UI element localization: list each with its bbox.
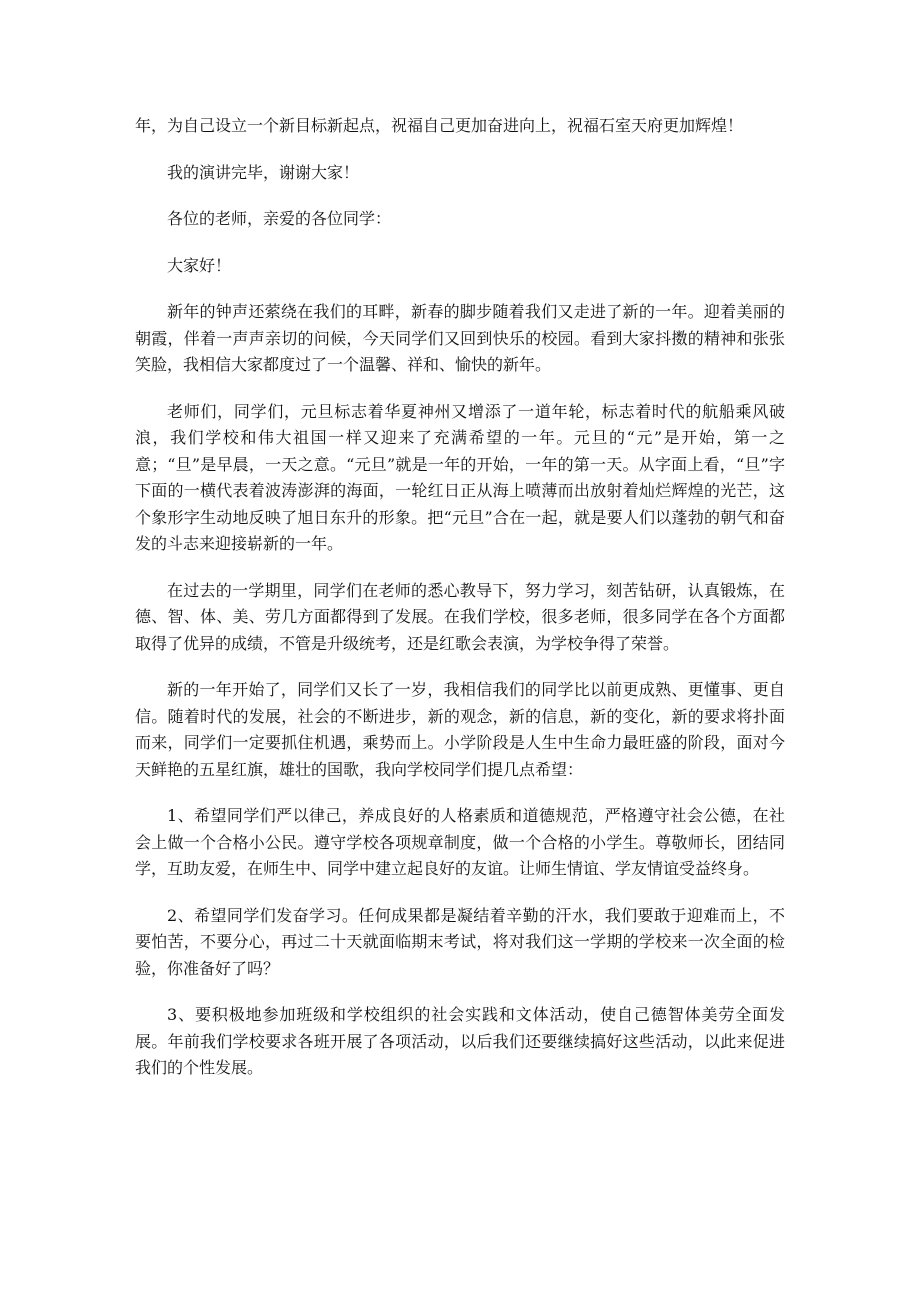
- paragraph-new-year: 新年的钟声还萦绕在我们的耳畔，新春的脚步随着我们又走进了新的一年。迎着美丽的朝霞，伴着一声声亲切的问候，今天同学们又回到快乐的校园。看到大家抖擞的精神和张张笑脸，我相信大家都度过了一个温馨、祥和、愉快的新年。: [135, 302, 785, 374]
- paragraph-hope-2: 2、希望同学们发奋学习。任何成果都是凝结着辛勤的汗水，我们要敢于迎难而上，不要怕苦，不要分心，再过二十天就面临期末考试，将对我们这一学期的学校来一次全面的检验，你准备好了吗？: [135, 905, 785, 978]
- paragraph-hope-1: 1、希望同学们严以律己，养成良好的人格素质和道德规范，严格遵守社会公德，在社会上做一个合格小公民。遵守学校各项规章制度，做一个合格的小学生。尊敬师长，团结同学，互助友爱，在师生中、同学中建立起良好的友谊。让师生情谊、学友情谊受益终身。: [135, 806, 785, 878]
- paragraph-hope-3: 3、要积极地参加班级和学校组织的社会实践和文体活动，使自己德智体美劳全面发展。年前我们学校要求各班开展了各项活动，以后我们还要继续搞好这些活动，以此来促进我们的个性发展。: [135, 1005, 785, 1077]
- paragraph-hopes-intro: 新的一年开始了，同学们又长了一岁，我相信我们的同学比以前更成熟、更懂事、更自信。随着时代的发展，社会的不断进步，新的观念，新的信息，新的变化，新的要求将扑面而来，同学们一定要抓住机遇，乘势而上。小学阶段是人生中生命力最旺盛的阶段，面对今天鲜艳的五星红旗，雄壮的国歌，我向学校同学们提几点希望：: [135, 680, 785, 779]
- paragraph-greeting: 大家好！: [167, 255, 232, 275]
- paragraph-yuandan: 老师们，同学们，元旦标志着华夏神州又增添了一道年轮，标志着时代的航船乘风破浪，我们学校和伟大祖国一样又迎来了充满希望的一年。元旦的“元”是开始，第一之意；“旦”是早晨，一天之意。“元旦”就是一年的开始，一年的第一天。从字面上看，“旦”字下面的一横代表着波涛澎湃的海面，一轮红日正从海上喷薄而出放射着灿烂辉煌的光芒，这个象形字生动地反映了旭日东升的形象。把“元旦”合在一起，就是要人们以蓬勃的朝气和奋发的斗志来迎接崭新的一年。: [135, 401, 785, 553]
- paragraph-past-semester: 在过去的一学期里，同学们在老师的悉心教导下，努力学习，刻苦钻研，认真锻炼，在德、智、体、美、劳几方面都得到了发展。在我们学校，很多老师，很多同学在各个方面都取得了优异的成绩，不管是升级统考，还是红歌会表演，为学校争得了荣誉。: [135, 580, 785, 653]
- paragraph-salutation: 各位的老师，亲爱的各位同学：: [167, 209, 392, 228]
- paragraph-continued: 年，为自己设立一个新目标新起点，祝福自己更加奋进向上，祝福石室天府更加辉煌！: [135, 116, 744, 135]
- paragraph-closing: 我的演讲完毕，谢谢大家！: [167, 162, 360, 182]
- document-body: [135, 113, 785, 1102]
